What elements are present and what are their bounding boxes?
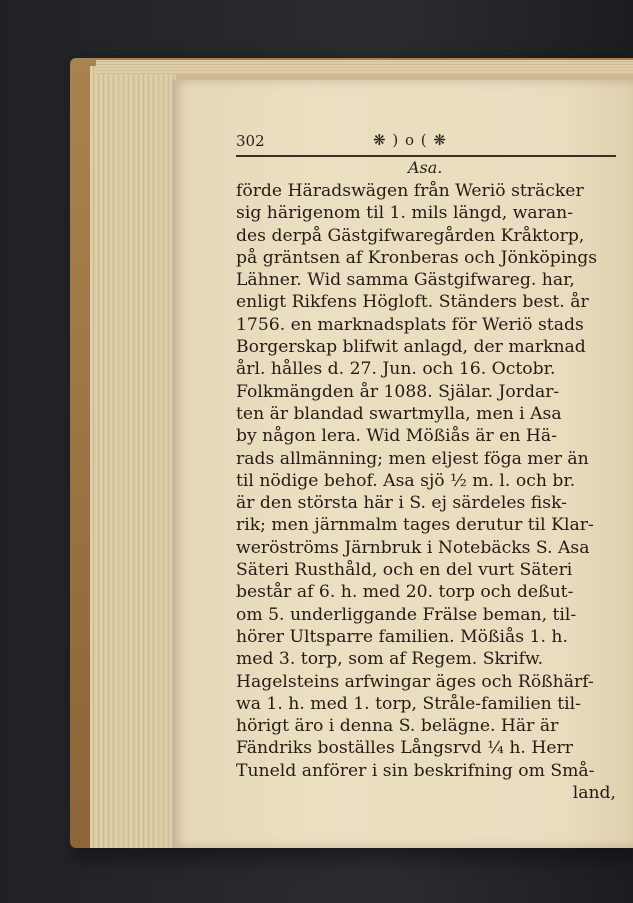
header-rule <box>236 155 616 157</box>
text-line: Hagelsteins arfwingar äges och Rößhärf- <box>236 671 594 692</box>
text-line: weröströms Järnbruk i Notebäcks S. Asa <box>236 537 590 558</box>
text-line: 1756. en marknadsplats för Weriö stads <box>236 314 584 335</box>
text-line: hörigt äro i denna S. belägne. Här är <box>236 716 559 737</box>
top-page-edges <box>96 60 633 74</box>
text-line: om 5. underliggande Frälse beman, til- <box>236 604 577 625</box>
text-line: rik; men järnmalm tages derutur til Klar- <box>236 515 594 536</box>
page-edges <box>90 66 176 848</box>
text-line: Borgerskap blifwit anlagd, der marknad <box>236 337 586 358</box>
text-line: des derpå Gästgifwaregården Kråktorp, <box>236 225 585 246</box>
text-line: hörer Ultsparre familien. Mößiås 1. h. <box>236 626 568 647</box>
text-line: Tuneld anförer i sin beskrifning om Små- <box>236 760 595 781</box>
text-line: Fändriks boställes Långsrvd ¼ h. Herr <box>236 738 573 759</box>
page-number: 302 <box>236 132 265 150</box>
text-line: wa 1. h. med 1. torp, Stråle-familien til- <box>236 693 581 714</box>
text-line: enligt Rikfens Högloft. Ständers best. år <box>236 292 589 313</box>
text-line: ten är blandad swartmylla, men i Asa <box>236 403 562 424</box>
running-title: Asa. <box>408 158 443 177</box>
text-line: Lähner. Wid samma Gästgifwareg. har, <box>236 270 575 291</box>
text-line: sig härigenom til 1. mils längd, waran- <box>236 203 574 224</box>
text-line: består af 6. h. med 20. torp och deßut- <box>236 582 574 603</box>
text-line: by någon lera. Wid Mößiås är en Hä- <box>236 426 557 447</box>
text-line: til nödige behof. Asa sjö ½ m. l. och br. <box>236 470 576 491</box>
text-line: Folkmängden år 1088. Själar. Jordar- <box>236 381 560 402</box>
text-line: är den största här i S. ej särdeles fisk- <box>236 493 567 514</box>
text-line: med 3. torp, som af Regem. Skrifw. <box>236 649 544 670</box>
text-line: Säteri Rusthåld, och en del vurt Säteri <box>236 560 573 581</box>
page-body-text <box>236 180 626 804</box>
text-line: rads allmänning; men eljest föga mer än <box>236 448 589 469</box>
text-line: land, <box>572 783 616 804</box>
text-line: årl. hålles d. 27. Jun. och 16. Octobr. <box>236 359 556 380</box>
header-ornament: ❋ ) o ( ❋ <box>373 131 447 149</box>
text-line: förde Häradswägen från Weriö sträcker <box>236 181 584 201</box>
text-line: på gräntsen af Kronberas och Jönköpings <box>236 247 598 268</box>
